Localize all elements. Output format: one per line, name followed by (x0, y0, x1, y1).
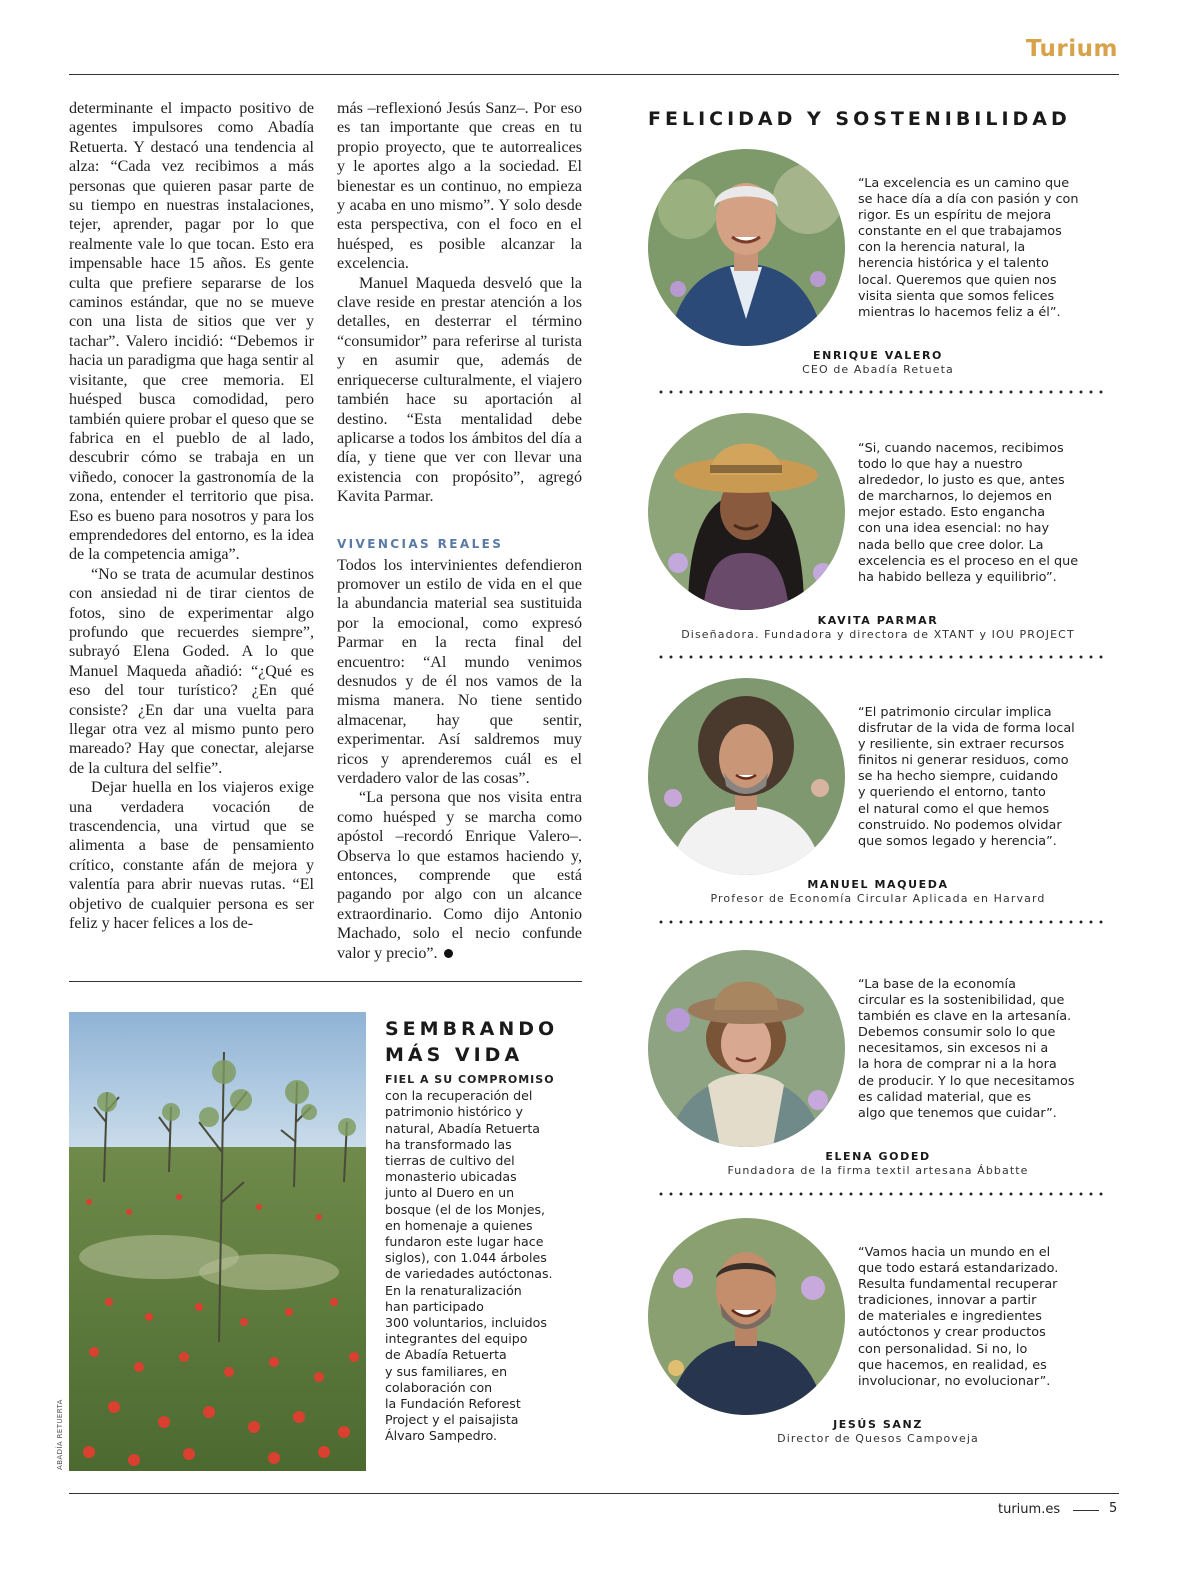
quote-line: que somos legado y herencia”. (858, 833, 1057, 849)
person-name: MANUEL MAQUEDA (807, 878, 949, 891)
quote-line: todo lo que hay a nuestro (858, 457, 1023, 473)
quote-line: “El patrimonio circular implica (858, 705, 1052, 720)
end-of-article-dot (444, 949, 453, 958)
box-line: y sus familiares, en (385, 1363, 508, 1379)
box-line: Project y el paisajista (385, 1412, 519, 1428)
footer-separator (1073, 1510, 1099, 1511)
quote-line: circular es la sostenibilidad, que (858, 993, 1065, 1009)
box-line: de variedades autóctonas. (385, 1266, 553, 1282)
quote-line: Debemos consumir solo lo que (858, 1025, 1056, 1041)
box-line: patrimonio histórico y (385, 1104, 523, 1120)
box-line: de Abadía Retuerta (385, 1347, 507, 1363)
bottom-divider (69, 1493, 1119, 1494)
article-column-2 (337, 99, 582, 963)
photo-credit: ABADÍA RETUERTA (56, 1399, 64, 1470)
quote-line: excelencia es el proceso en el que (858, 553, 1079, 569)
article-paragraph: más –reflexionó Jesús Sanz–. Por eso es tan importante que creas en tu propio proyecto, que te autorrealices y le aportes algo a la sociedad. El bienestar es un continuo, no empieza y acaba en uno mismo”. Y solo desde esta perspectiva, con el foco en el huésped, es posible alcanzar la excelencia. (337, 100, 582, 273)
quote-line: de materiales e ingredientes (858, 1309, 1042, 1325)
quote-line: mientras lo hacemos feliz a él”. (858, 304, 1061, 320)
person-name: JESÚS SANZ (833, 1418, 923, 1431)
box-lead: FIEL A SU COMPROMISO (385, 1073, 555, 1086)
person-role: Diseñadora. Fundadora y directora de XTANT y IOU PROJECT (681, 628, 1075, 641)
person-role: Profesor de Economía Circular Aplicada en Harvard (710, 892, 1046, 905)
box-line: monasterio ubicadas (385, 1169, 517, 1185)
quote-line: algo que tenemos que cuidar”. (858, 1105, 1057, 1121)
portrait-kavita-parmar (648, 413, 845, 610)
box-line: bosque (el de los Monjes, (385, 1201, 546, 1217)
box-body (385, 1072, 575, 1445)
dotted-divider (656, 920, 1108, 924)
quote-line: de marcharnos, lo dejemos en (858, 489, 1053, 505)
person-name: ENRIQUE VALERO (813, 349, 943, 362)
box-title (385, 1016, 585, 1068)
portrait-enrique-valero (648, 149, 845, 346)
quote-line: y resiliente, sin extraer recursos (858, 737, 1065, 753)
quote-line: constante en el que trabajamos (858, 224, 1062, 240)
box-line: con la recuperación del (385, 1088, 533, 1104)
footer-site: turium.es (998, 1502, 1061, 1517)
quote-line: “La excelencia es un camino que (858, 176, 1070, 191)
top-divider (69, 74, 1119, 75)
quote-line: necesitamos, sin excesos ni a (858, 1041, 1049, 1057)
person-role: Fundadora de la firma textil artesana Ábbatte (727, 1164, 1029, 1177)
person-role: Director de Quesos Campoveja (777, 1432, 979, 1445)
quote-line: también es clave en la artesanía. (858, 1009, 1072, 1025)
box-line: Álvaro Sampedro. (385, 1428, 497, 1444)
article-paragraph: “No se trata de acumular destinos con ansiedad ni de tirar cientos de fotos, sino de experimentar algo profundo que recuerdes siempre”, subrayó Elena Goded. A lo que Manuel Maqueda añadió: “¿Qué es eso del tour turístico? ¿En qué consiste? ¿En dar una vuelta para llegar otra vez al mismo punto pero mareado? Hay que conectar, alejarse de la cultura del selfie”. (69, 565, 314, 777)
box-line: siglos), con 1.044 árboles (385, 1250, 547, 1266)
quote-jesus-sanz (858, 1245, 1108, 1390)
quote-line: local. Queremos que quien nos (858, 272, 1057, 288)
person-role: CEO de Abadía Retueta (802, 363, 954, 376)
article-paragraph: Dejar huella en los viajeros exige una verdadera vocación de trascendencia, una virtud que se alimenta a base de pensamiento crítico, constante afán de mejora y valentía para abrir nuevas rutas. “El objetivo de cualquier persona es ser feliz y hacer felices a los de- (69, 779, 314, 933)
quote-line: que hacemos, en realidad, es (858, 1357, 1047, 1373)
article-paragraph: Todos los intervinientes defendieron promover un estilo de vida en el que la abundancia material sea sustituida por la emocional, como expresó Parmar en la recta final del encuentro: “Al mundo venimos desnudos y de él nos vamos de la misma manera. No tiene sentido almacenar, hay que sentir, experimentar. Así saldremos muy ricos y aprenderemos cuál es el verdadero valor de las cosas”. (337, 556, 582, 787)
box-line: fundaron este lugar hace (385, 1234, 544, 1250)
quote-kavita-parmar (858, 441, 1108, 586)
field-photo (69, 1012, 366, 1471)
box-title-line: SEMBRANDO (385, 1018, 559, 1040)
quote-line: se hace día a día con pasión y con (858, 192, 1079, 208)
quote-line: el natural como el que hemos (858, 801, 1050, 817)
article-paragraph: determinante el impacto positivo de agentes impulsores como Abadía Retuerta. Y destacó una tendencia al alza: “Cada vez recibimos a más personas que quieren pasar parte de su tiempo en nuestras instalaciones, tejer, aprender, pagar por lo que realmente vale lo que tocan. Esto era impensable hace 15 años. Es gente culta que prefiere separarse de los caminos estándar, que no se mueve con una lista de sitios que ver y tachar”. Valero incidió: “Debemos ir hacia un paradigma que haga sentir al visitante, que cree memoria. El huésped busca comodidad, pero también quiere probar el queso que se fabrica en el pueblo de al lado, descubrir cómo se trabaja en un viñedo, conocer la gastronomía de la zona, entender el territorio que pisa. Eso es bueno para nosotros y para los emprendedores del entorno, es la idea de la competencia amiga”. (69, 100, 314, 564)
quote-line: disfrutar de la vida de forma local (858, 721, 1075, 737)
quote-line: construido. No podemos olvidar (858, 817, 1062, 833)
quote-line: y queriendo el entorno, tanto (858, 785, 1046, 801)
portrait-elena-goded (648, 950, 845, 1147)
quote-elena-goded (858, 977, 1108, 1122)
turium-logo: Turium (1025, 36, 1118, 62)
box-title-line: MÁS VIDA (385, 1044, 524, 1066)
box-line: la Fundación Reforest (385, 1396, 521, 1412)
quote-line: con una idea esencial: no hay (858, 521, 1050, 537)
box-line: colaboración con (385, 1379, 493, 1395)
quote-line: nada bello que cree dolor. La (858, 537, 1044, 553)
quote-line: alrededor, lo justo es que, antes (858, 473, 1065, 489)
box-line: tierras de cultivo del (385, 1153, 515, 1169)
quote-line: Resulta fundamental recuperar (858, 1277, 1058, 1293)
box-line: han participado (385, 1298, 484, 1314)
quote-line: involucionar, no evolucionar”. (858, 1373, 1051, 1389)
quote-line: “Si, cuando nacemos, recibimos (858, 441, 1064, 456)
box-line: natural, Abadía Retuerta (385, 1120, 540, 1136)
article-column-1 (69, 99, 314, 933)
portrait-manuel-maqueda (648, 678, 845, 875)
quote-line: de producir. Y lo que necesitamos (858, 1073, 1075, 1089)
box-line: integrantes del equipo (385, 1331, 528, 1347)
box-line: junto al Duero en un (385, 1185, 515, 1201)
closing-paragraph-text: “La persona que nos visita entra como huésped y se marcha como apóstol –recordó Enrique Valero–. Observa lo que estamos haciendo y, entonces, comprende que está pagando por algo con un alcance extraordinario. Como dijo Antonio Machado, solo el necio confunde valor y precio”. (337, 789, 582, 962)
quote-line: rigor. Es un espíritu de mejora (858, 208, 1052, 224)
page-number: 5 (1109, 1501, 1118, 1516)
dotted-divider (656, 1192, 1108, 1196)
person-name: ELENA GODED (825, 1150, 931, 1163)
quote-line: la hora de comprar ni a la hora (858, 1057, 1057, 1073)
quote-line: “La base de la economía (858, 977, 1016, 992)
quote-line: finitos ni generar residuos, como (858, 753, 1069, 769)
quote-line: con la herencia natural, la (858, 240, 1026, 256)
portrait-jesus-sanz (648, 1218, 845, 1415)
quote-line: es calidad material, que es (858, 1089, 1032, 1105)
quote-manuel-maqueda (858, 705, 1108, 850)
quote-line: ha habido belleza y equilibrio”. (858, 569, 1057, 585)
box-line: en homenaje a quienes (385, 1217, 533, 1233)
quote-enrique-valero (858, 176, 1108, 321)
box-line: En la renaturalización (385, 1282, 522, 1298)
quote-line: herencia histórica y el talento (858, 256, 1049, 272)
quote-line: visita sienta que somos felices (858, 288, 1055, 304)
dotted-divider (656, 655, 1108, 659)
section-subheading: VIVENCIAS REALES (337, 536, 504, 551)
quote-line: “Vamos hacia un mundo en el (858, 1245, 1051, 1260)
quote-line: que todo estará estandarizado. (858, 1261, 1059, 1277)
article-paragraph (337, 788, 582, 963)
sidebar-title: FELICIDAD Y SOSTENIBILIDAD (648, 108, 1071, 130)
quote-line: con personalidad. Si no, lo (858, 1341, 1028, 1357)
quote-line: tradiciones, innovar a partir (858, 1293, 1037, 1309)
person-name: KAVITA PARMAR (817, 614, 939, 627)
quote-line: mejor estado. Esto engancha (858, 505, 1046, 521)
box-divider (69, 981, 582, 982)
article-paragraph: Manuel Maqueda desveló que la clave reside en prestar atención a los detalles, en desterrar el término “consumidor” para referirse al turista y en asumir que, además de enriquecerse culturalmente, el viajero también hace su aportación al destino. “Esta mentalidad debe aplicarse a todos los ámbitos del día a día, y tiene que ver con llevar una existencia con propósito”, agregó Kavita Parmar. (337, 274, 582, 506)
quote-line: se ha hecho siempre, cuidando (858, 769, 1059, 785)
dotted-divider (656, 390, 1108, 394)
box-line: ha transformado las (385, 1136, 512, 1152)
quote-line: autóctonos y crear productos (858, 1325, 1046, 1341)
box-line: 300 voluntarios, incluidos (385, 1315, 547, 1331)
